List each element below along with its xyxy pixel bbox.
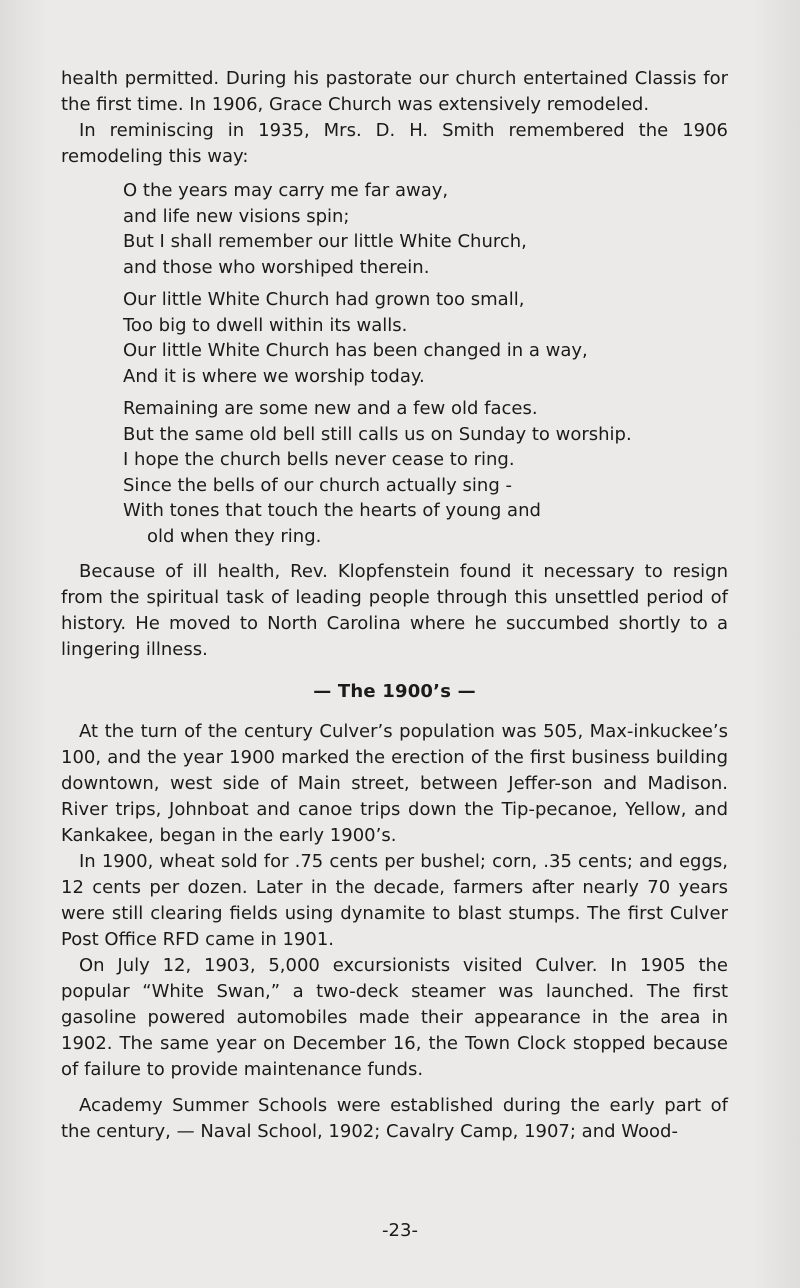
poem-line: But the same old bell still calls us on Sunday to worship. [123, 423, 632, 445]
paragraph-continued: health permitted. During his pastorate our church entertained Classis for the first time. In 1906, Grace Church was extensively remodeled. [61, 68, 728, 115]
poem-line: old when they ring. [147, 525, 322, 547]
poem-line: And it is where we worship today. [123, 365, 425, 387]
page-number: -23- [382, 1220, 418, 1241]
poem-line: But I shall remember our little White Church, [123, 231, 527, 252]
section-heading: — The 1900’s — [313, 681, 476, 702]
paragraph-reminiscing: In reminiscing in 1935, Mrs. D. H. Smith remembered the 1906 remodeling this way: [61, 120, 728, 167]
poem-stanza-1 [123, 178, 728, 280]
poem-line: Since the bells of our church actually sing - [123, 474, 512, 496]
poem-stanza-3 [123, 396, 728, 549]
poem-line: Too big to dwell within its walls. [123, 314, 408, 336]
poem-stanza-2 [123, 287, 728, 389]
poem-line: With tones that touch the hearts of young and [123, 500, 541, 521]
paragraph-1900s-excursions: On July 12, 1903, 5,000 excursionists visited Culver. In 1905 the popular “White Swan,” a two-deck steamer was launched. The first gasoline powered automobiles made their appearance in the area in 1902. The same year on December 16, the Town Clock stopped because of failure to provide maintenance funds. [61, 955, 728, 1080]
poem-line: and life new visions spin; [123, 205, 350, 227]
poem-line: and those who worshiped therein. [123, 256, 430, 278]
paragraph-1900s-population: At the turn of the century Culver’s population was 505, Max-inkuckee’s 100, and the year 1900 marked the erection of the first business building downtown, west side of Main street, between Jeffer-son and Madison. River trips, Johnboat and canoe trips down the Tip-pecanoe, Yellow, and Kankakee, began in the early 1900’s. [61, 721, 728, 846]
poem [123, 178, 728, 549]
poem-line: I hope the church bells never cease to ring. [123, 449, 515, 470]
page-body [61, 66, 728, 1145]
poem-line: O the years may carry me far away, [123, 180, 449, 201]
paragraph-academy: Academy Summer Schools were established during the early part of the century, — Naval School, 1902; Cavalry Camp, 1907; and Wood- [61, 1095, 728, 1142]
poem-line: Our little White Church has been changed in a way, [123, 340, 588, 361]
paragraph-klopfenstein: Because of ill health, Rev. Klopfenstein found it necessary to resign from the spiritual task of leading people through this unsettled period of history. He moved to North Carolina where he succumbed shortly to a lingering illness. [61, 561, 728, 660]
paragraph-1900s-prices: In 1900, wheat sold for .75 cents per bushel; corn, .35 cents; and eggs, 12 cents per dozen. Later in the decade, farmers after nearly 70 years were still clearing fields using dynamite to blast stumps. The first Culver Post Office RFD came in 1901. [61, 851, 728, 950]
poem-line: Our little White Church had grown too small, [123, 289, 525, 310]
poem-line: Remaining are some new and a few old faces. [123, 398, 538, 419]
